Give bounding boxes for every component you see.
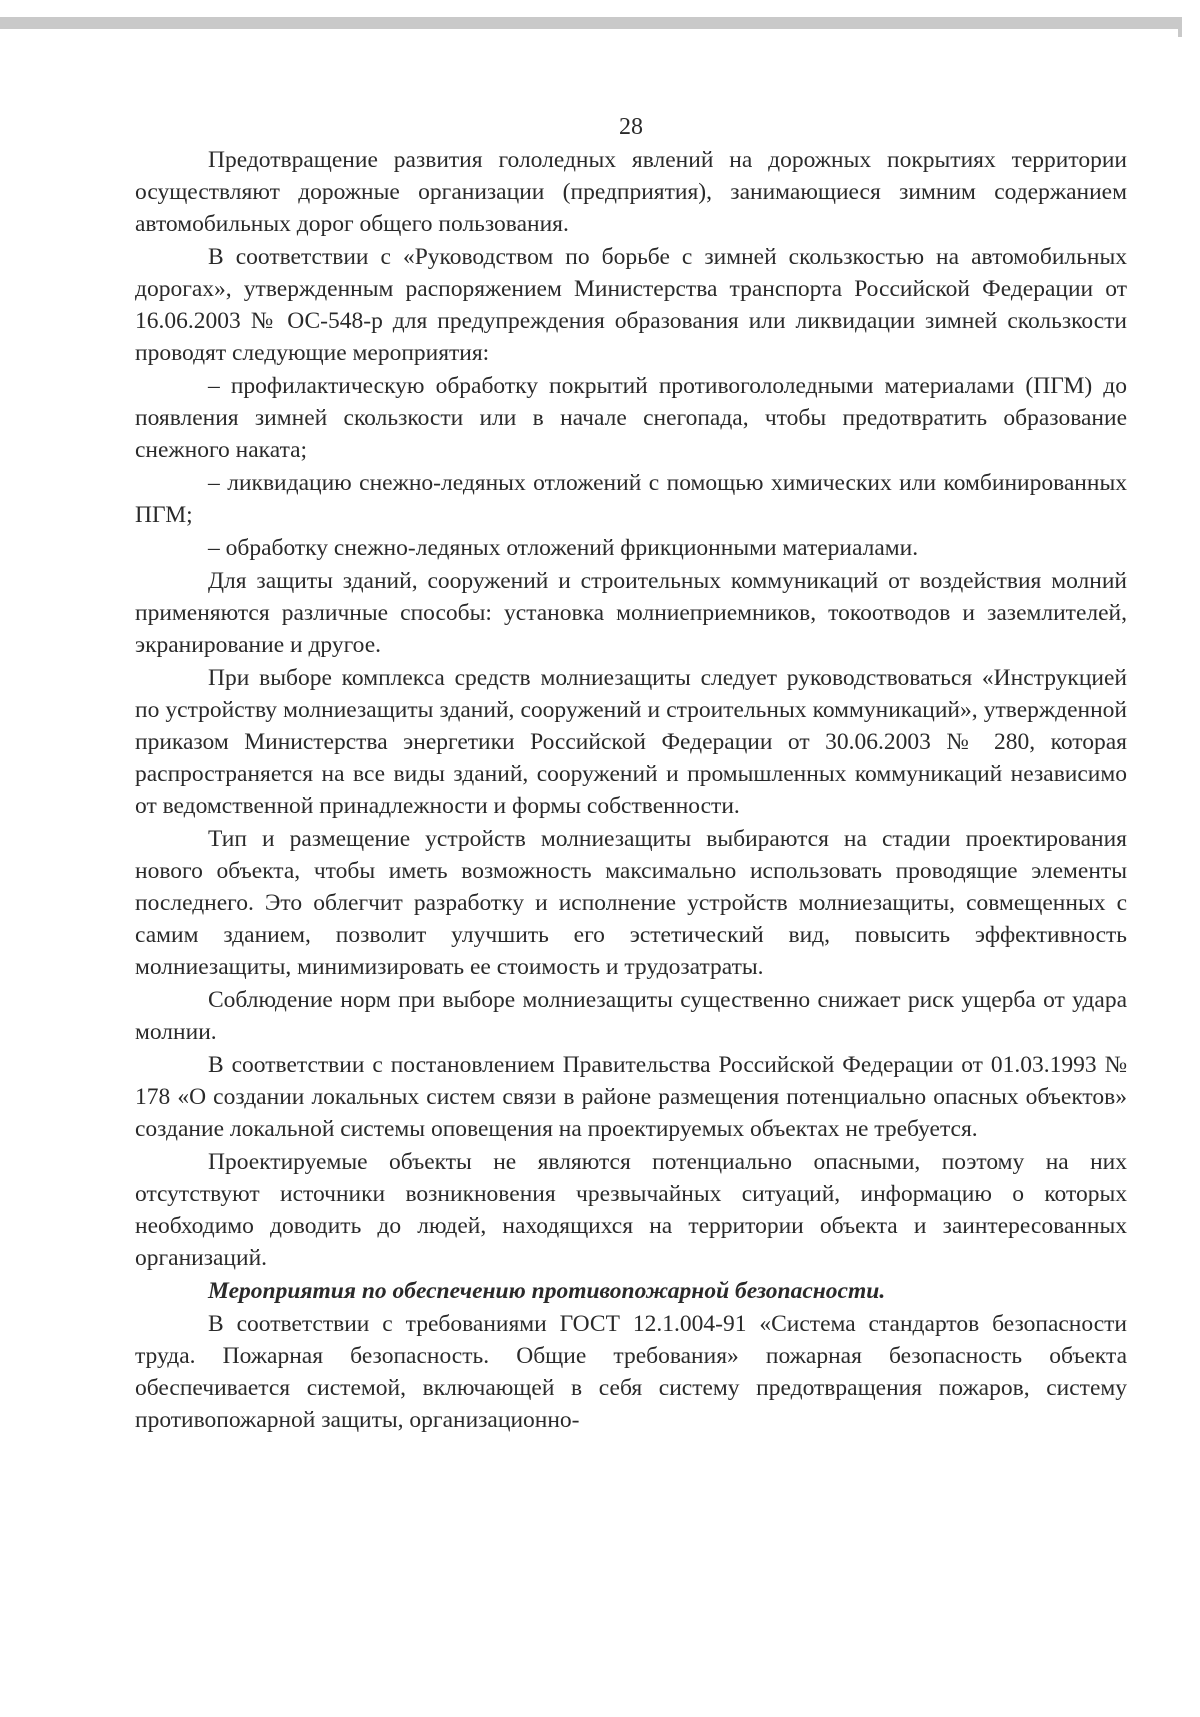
section-heading-fire-safety: Мероприятия по обеспечению противопожарной безопасности. <box>208 1278 886 1304</box>
list-item-text: ликвидацию снежно-ледяных отложений с помощью химических или комбинированных ПГМ; <box>135 470 1127 528</box>
paragraph-lightning-instruction: При выборе комплекса средств молниезащиты следует руководствоваться «Инструкцией по устройству молниезащиты зданий, сооружений и строительных коммуникаций», утвержденной приказом Министерства энергетики Российской Федерации от 30.06.2003 № 280, которая распространяется на все виды зданий, сооружений и промышленных коммуникаций независимо от ведомственной принадлежности и формы собственности. <box>135 665 1127 819</box>
list-dash: – <box>208 535 220 561</box>
scan-border-top <box>0 17 1182 29</box>
paragraph-lightning-norms: Соблюдение норм при выборе молниезащиты существенно снижает риск ущерба от удара молнии. <box>135 987 1127 1045</box>
list-dash: – <box>208 470 220 496</box>
paragraph-winter-guidance: В соответствии с «Руководством по борьбе с зимней скользкостью на автомобильных дорогах», утвержденным распоряжением Министерства транспорта Российской Федерации от 16.06.2003 № ОС-548-р для предупреждения образования или ликвидации зимней скользкости проводят следующие мероприятия: <box>135 244 1127 366</box>
list-item <box>135 467 1127 531</box>
paragraph-hazard-status: Проектируемые объекты не являются потенциально опасными, поэтому на них отсутствуют источники возникновения чрезвычайных ситуаций, информацию о которых необходимо доводить до людей, находящихся на территории объекта и заинтересованных организаций. <box>135 1149 1127 1271</box>
list-dash: – <box>208 373 220 399</box>
paragraph-lightning-design: Тип и размещение устройств молниезащиты выбираются на стадии проектирования нового объекта, чтобы иметь возможность максимально использовать проводящие элементы последнего. Это облегчит разработку и исполнение устройств молниезащиты, совмещенных с самим зданием, позволит улучшить его эстетический вид, повысить эффективность молниезащиты, минимизировать ее стоимость и трудозатраты. <box>135 826 1127 980</box>
paragraph-fire-safety-system: В соответствии с требованиями ГОСТ 12.1.004-91 «Система стандартов безопасности труда. Пожарная безопасность. Общие требования» пожарная безопасность объекта обеспечивается системой, включающей в себя систему предотвращения пожаров, систему противопожарной защиты, организационно- <box>135 1311 1127 1433</box>
paragraph-warning-system: В соответствии с постановлением Правительства Российской Федерации от 01.03.1993 № 178 «О создании локальных систем связи в районе размещения потенциально опасных объектов» создание локальной системы оповещения на проектируемых объектах не требуется. <box>135 1052 1127 1142</box>
paragraph-lightning-protection: Для защиты зданий, сооружений и строительных коммуникаций от воздействия молний применяются различные способы: установка молниеприемников, токоотводов и заземлителей, экранирование и другое. <box>135 568 1127 658</box>
scan-border-right <box>1178 17 1182 37</box>
page-number: 28 <box>619 114 643 140</box>
list-item-text: обработку снежно-ледяных отложений фрикционными материалами. <box>225 535 919 561</box>
list-item <box>135 370 1127 466</box>
document-page <box>135 112 1127 1437</box>
paragraph-ice-prevention: Предотвращение развития гололедных явлений на дорожных покрытиях территории осуществляют дорожные организации (предприятия), занимающиеся зимним содержанием автомобильных дорог общего пользования. <box>135 147 1127 237</box>
list-item-text: профилактическую обработку покрытий противогололедными материалами (ПГМ) до появления зимней скользкости или в начале снегопада, чтобы предотвратить образование снежного наката; <box>135 373 1127 463</box>
list-item <box>135 532 1127 564</box>
